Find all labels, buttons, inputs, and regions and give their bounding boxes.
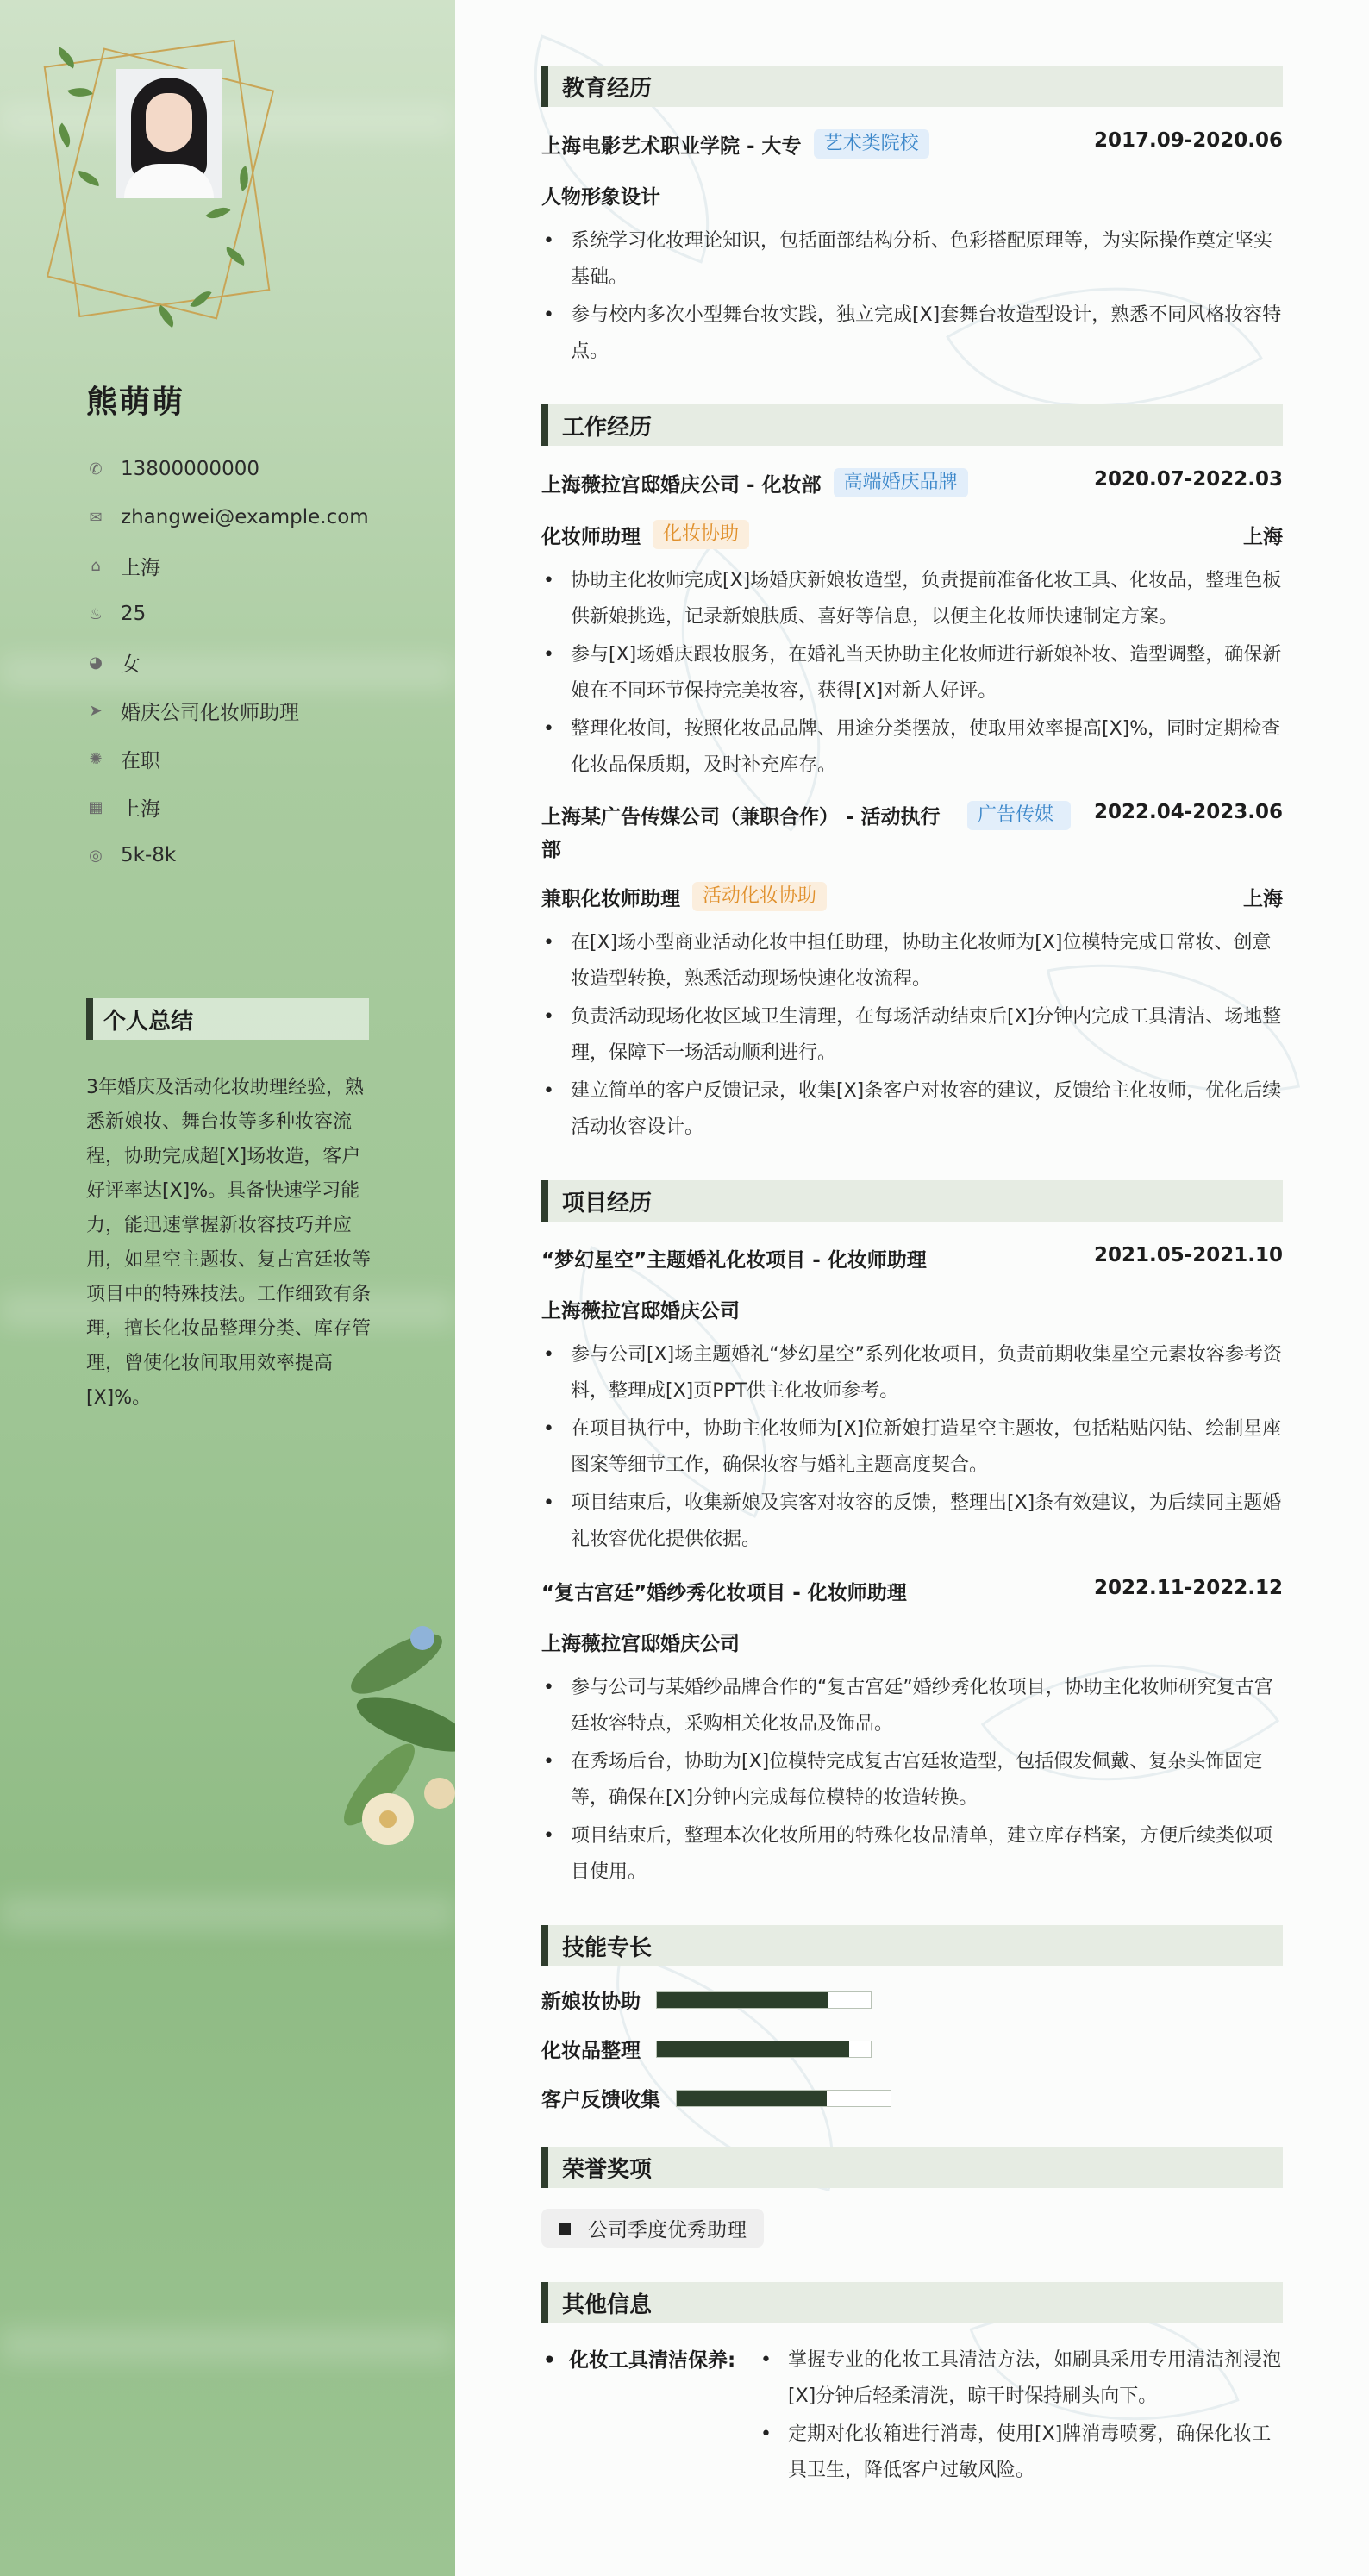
list-item: • 参与公司[X]场主题婚礼“梦幻星空”系列化妆项目，负责前期收集星空元素妆容参考资料，整理成[X]页PPT供主化妆师参考。 (541, 1337, 1283, 1410)
education-major: 人物形象设计 (541, 186, 660, 209)
summary-text: 3年婚庆及活动化妆助理经验，熟悉新娘妆、舞台妆等多种妆容流程，协助完成超[X]场妆造，客户好评率达[X]%。具备快速学习能力，能迅速掌握新妆容技巧并应用，如星空主题妆、复古宫廷妆等项目中的特殊技法。工作细致有条理，擅长化妆品整理分类、库存管理，曾使化妆间取用效率提高[X]%。 (86, 1077, 372, 1409)
job-date: 2022.04-2023.06 (1093, 801, 1283, 823)
company-name: 上海薇拉宫邸婚庆公司 - 化妆部 (541, 473, 822, 497)
gender-icon: ◕ (89, 653, 103, 672)
info-target-job: ➤ 婚庆公司化妆师助理 (86, 686, 369, 735)
list-item: • 参与公司与某婚纱品牌合作的“复古宫廷”婚纱秀化妆项目，协助主化妆师研究复古宫廷妆容特点，采购相关化妆品及饰品。 (541, 1670, 1283, 1742)
skill-bar-fill (677, 2091, 827, 2106)
info-age: ♨ 25 (86, 590, 369, 638)
company-tag: 广告传媒 (967, 801, 1071, 830)
skill-bar (656, 2041, 872, 2058)
job-bullets (541, 925, 1283, 1146)
project-name: “复古宫廷”婚纱秀化妆项目 - 化妆师助理 (541, 1582, 907, 1604)
decorative-streak (0, 2328, 455, 2362)
age-icon: ♨ (88, 604, 103, 623)
projects-section-title: 项目经历 (541, 1180, 1283, 1222)
info-location: ⌂ 上海 (86, 541, 369, 590)
other-section-title: 其他信息 (541, 2282, 1283, 2323)
role-tag: 化妆协助 (653, 520, 749, 549)
school-tag: 艺术类院校 (814, 129, 929, 159)
list-item: • 定期对化妆箱进行消毒，使用[X]牌消毒喷雾，确保化妆工具卫生，降低客户过敏风险。 (759, 2417, 1283, 2489)
company-name: 上海某广告传媒公司（兼职合作） - 活动执行部 (541, 806, 941, 861)
skills-grid (541, 1985, 1283, 2133)
list-item: • 在秀场后台，协助为[X]位模特完成复古宫廷妆造型，包括假发佩戴、复杂头饰固定等，确保在[X]分钟内完成每位模特的妆造转换。 (541, 1744, 1283, 1816)
project-org: 上海薇拉宫邸婚庆公司 (541, 1300, 740, 1322)
job-city: 上海 (1243, 887, 1283, 910)
education-bullets (541, 223, 1283, 370)
education-date: 2017.09-2020.06 (1093, 129, 1283, 152)
project-header (541, 1577, 1283, 1605)
other-info-item (541, 2342, 1283, 2491)
skill-bar-fill (657, 2041, 849, 2057)
list-item: • 在项目执行中，协助主化妆师为[X]位新娘打造星空主题妆，包括粘贴闪钻、绘制星座图案等细节工作，确保妆容与婚礼主题高度契合。 (541, 1411, 1283, 1484)
education-section-title: 教育经历 (541, 66, 1283, 107)
award-item: 公司季度优秀助理 (541, 2209, 764, 2248)
job-city: 上海 (1243, 525, 1283, 548)
list-item: • 系统学习化妆理论知识，包括面部结构分析、色彩搭配原理等，为实际操作奠定坚实基础。 (541, 223, 1283, 296)
other-info-label: • 化妆工具清洁保养: (541, 2342, 759, 2491)
email-icon: ✉ (89, 508, 103, 527)
sidebar (0, 0, 455, 2576)
salary-icon: ◎ (89, 846, 103, 865)
list-item: • 参与[X]场婚庆跟妆服务，在婚礼当天协助主化妆师进行新娘补妆、造型调整，确保新娘在不同环节保持完美妆容，获得[X]对新人好评。 (541, 637, 1283, 710)
main-content (455, 0, 1369, 2576)
info-status: ✺ 在职 (86, 735, 369, 783)
skills-section-title: 技能专长 (541, 1925, 1283, 1966)
other-info-bullets (759, 2342, 1283, 2491)
info-salary: ◎ 5k-8k (86, 831, 369, 879)
status-icon: ✺ (89, 749, 103, 768)
list-item: • 项目结束后，整理本次化妆所用的特殊化妆品清单，建立库存档案，方便后续类似项目使用。 (541, 1818, 1283, 1891)
list-item: • 建立简单的客户反馈记录，收集[X]条客户对妆容的建议，反馈给主化妆师，优化后续活动妆容设计。 (541, 1073, 1283, 1146)
skill-item: 新娘妆协助 (541, 1985, 921, 2014)
list-item: • 项目结束后，收集新娘及宾客对妆容的反馈，整理出[X]条有效建议，为后续同主题婚礼妆容优化提供依据。 (541, 1485, 1283, 1558)
city-icon: ▦ (88, 797, 103, 816)
skill-item: 化妆品整理 (541, 2035, 921, 2063)
info-email: ✉ zhangwei@example.com (86, 493, 369, 541)
list-item: • 掌握专业的化妆工具清洁方法，如刷具采用专用清洁剂浸泡[X]分钟后轻柔清洗，晾干时保持刷头向下。 (759, 2342, 1283, 2415)
project-name: “梦幻星空”主题婚礼化妆项目 - 化妆师助理 (541, 1249, 927, 1272)
avatar-frame (52, 34, 259, 328)
info-gender: ◕ 女 (86, 638, 369, 686)
job-date: 2020.07-2022.03 (1093, 468, 1283, 491)
project-header (541, 1244, 1283, 1272)
awards-section-title: 荣誉奖项 (541, 2147, 1283, 2188)
avatar (116, 69, 222, 198)
project-org: 上海薇拉宫邸婚庆公司 (541, 1633, 740, 1655)
list-item: • 在[X]场小型商业活动化妆中担任助理，协助主化妆师为[X]位模特完成日常妆、创意妆造型转换，熟悉活动现场快速化妆流程。 (541, 925, 1283, 997)
job-header (541, 468, 1283, 497)
square-bullet-icon (559, 2223, 571, 2235)
list-item: • 协助主化妆师完成[X]场婚庆新娘妆造型，负责提前准备化妆工具、化妆品，整理色板供新娘挑选，记录新娘肤质、喜好等信息，以便主化妆师快速制定方案。 (541, 563, 1283, 635)
job-role-row (541, 520, 1283, 549)
project-bullets (541, 1670, 1283, 1891)
job-role-row (541, 882, 1283, 911)
home-icon: ⌂ (91, 556, 101, 575)
candidate-name: 熊萌萌 (86, 385, 185, 420)
project-date: 2022.11-2022.12 (1093, 1577, 1283, 1599)
list-item: • 参与校内多次小型舞台妆实践，独立完成[X]套舞台妆造型设计，熟悉不同风格妆容特点。 (541, 297, 1283, 370)
role-tag: 活动化妆协助 (692, 882, 827, 911)
list-item: • 整理化妆间，按照化妆品品牌、用途分类摆放，使取用效率提高[X]%，同时定期检查化妆品保质期，及时补充库存。 (541, 711, 1283, 784)
list-item: • 负责活动现场化妆区域卫生清理，在每场活动结束后[X]分钟内完成工具清洁、场地整理，保障下一场活动顺利进行。 (541, 999, 1283, 1072)
school-name: 上海电影艺术职业学院 - 大专 (541, 134, 802, 158)
skill-bar (676, 2090, 891, 2107)
decorative-streak (0, 1897, 455, 1931)
contact-info-list (86, 445, 369, 879)
job-role: 兼职化妆师助理 (541, 887, 680, 910)
job-header (541, 801, 1283, 866)
work-section-title: 工作经历 (541, 404, 1283, 446)
target-job-icon: ➤ (89, 701, 103, 720)
project-date: 2021.05-2021.10 (1093, 1244, 1283, 1266)
phone-icon: ✆ (89, 460, 103, 478)
project-bullets (541, 1337, 1283, 1558)
info-target-city: ▦ 上海 (86, 783, 369, 831)
skill-bar-fill (657, 1992, 828, 2008)
education-header (541, 129, 1283, 159)
summary-title: 个人总结 (86, 998, 369, 1040)
info-phone: ✆ 13800000000 (86, 445, 369, 493)
skill-item: 客户反馈收集 (541, 2084, 921, 2112)
job-role: 化妆师助理 (541, 525, 641, 548)
flower-decoration (293, 1586, 455, 1879)
job-bullets (541, 563, 1283, 784)
skill-bar (656, 1991, 872, 2009)
company-tag: 高端婚庆品牌 (834, 468, 968, 497)
